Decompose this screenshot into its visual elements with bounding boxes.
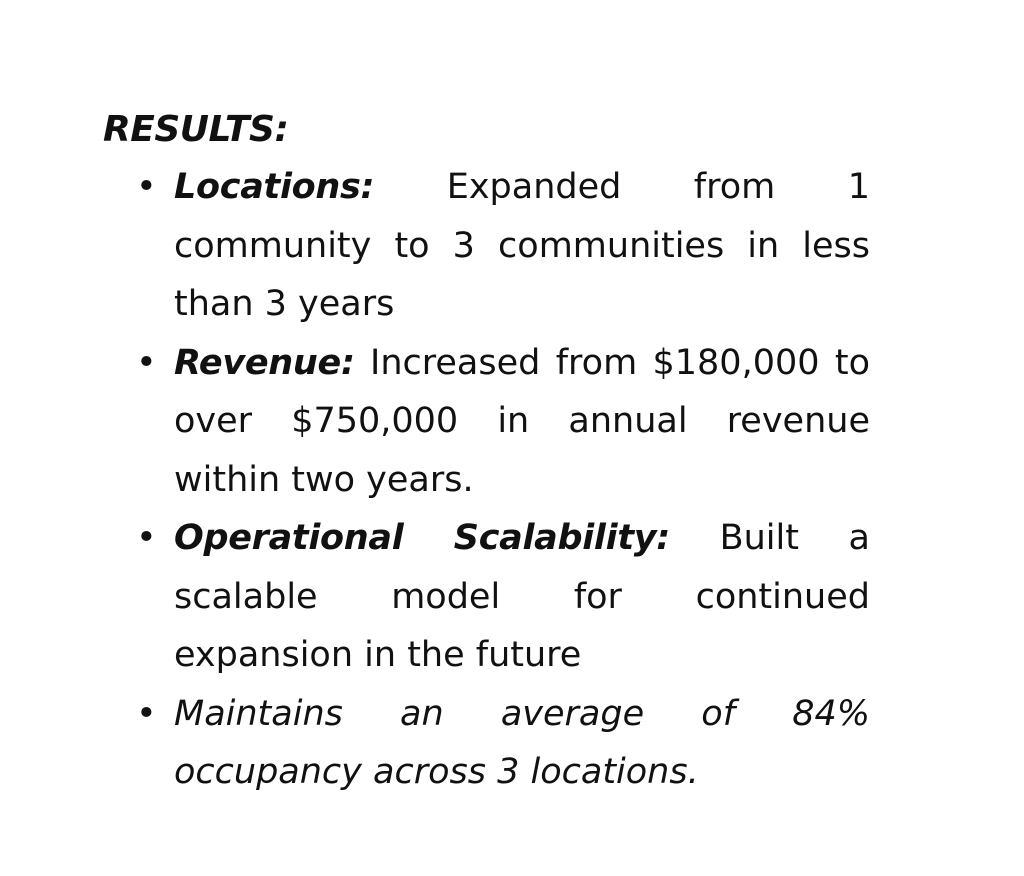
- result-item-locations: [136, 158, 870, 334]
- results-list: [136, 158, 870, 802]
- bullet-icon: •: [136, 693, 157, 734]
- revenue-label: Revenue:: [174, 342, 355, 383]
- result-item-revenue: [136, 334, 870, 510]
- result-item-occupancy: [136, 685, 870, 802]
- bullet-icon: •: [136, 518, 157, 558]
- results-heading: RESULTS:: [103, 109, 289, 150]
- result-item-operational-scalability: [136, 509, 870, 685]
- revenue-text: Increased from $180,000 to over $750,000 in annual revenue within two years.: [174, 342, 870, 500]
- bullet-icon: •: [136, 167, 157, 207]
- operational-scalability-text: Built a scalable model for continued expansion in the future: [174, 518, 870, 675]
- occupancy-text: Maintains an average of 84% occupancy across 3 locations.: [174, 693, 870, 792]
- locations-label: Locations:: [174, 167, 375, 207]
- locations-text: Expanded from 1 community to 3 communities in less than 3 years: [174, 167, 870, 324]
- operational-scalability-label: Operational Scalability:: [174, 518, 670, 558]
- bullet-icon: •: [136, 342, 157, 383]
